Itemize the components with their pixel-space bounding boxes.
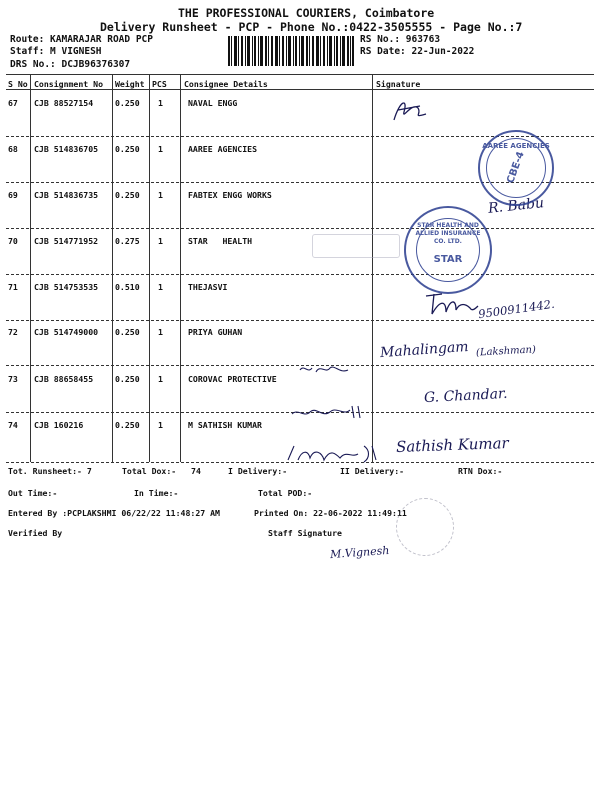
staff-label: Staff: M VIGNESH bbox=[10, 46, 102, 57]
table-header-border bbox=[6, 89, 594, 90]
courier-company-title: THE PROFESSIONAL COURIERS, Coimbatore bbox=[178, 6, 435, 20]
row-weight: 0.250 bbox=[115, 98, 140, 108]
row-sno: 74 bbox=[8, 420, 18, 430]
row-consignment-no: CJB 160216 bbox=[34, 420, 84, 430]
col-divider bbox=[180, 74, 181, 462]
faint-received-stamp bbox=[312, 234, 400, 258]
signature-row-73-mark bbox=[290, 402, 366, 420]
signature-row-67 bbox=[390, 96, 430, 126]
signature-row-69: R. Babu bbox=[487, 195, 545, 217]
row-sno: 72 bbox=[8, 327, 18, 337]
row-sno: 73 bbox=[8, 374, 18, 384]
star-health-stamp bbox=[404, 206, 492, 294]
out-time: Out Time:- bbox=[8, 488, 58, 498]
barcode bbox=[228, 36, 354, 66]
entered-by: Entered By :PCPLAKSHMI 06/22/22 11:48:27 AM bbox=[8, 508, 220, 518]
staff-signature-label: Staff Signature bbox=[268, 528, 342, 538]
col-divider bbox=[30, 74, 31, 462]
row-divider bbox=[6, 274, 594, 275]
star-stamp-center-text: STAR bbox=[433, 254, 463, 265]
row-consignee: THEJASVI bbox=[188, 282, 228, 292]
total-runsheet: Tot. Runsheet:- 7 bbox=[8, 466, 92, 476]
signature-row-74-mark bbox=[284, 442, 388, 466]
row-consignment-no: CJB 88658455 bbox=[34, 374, 94, 384]
aaree-agencies-stamp bbox=[478, 130, 554, 206]
route-label: Route: KAMARAJAR ROAD PCP bbox=[10, 34, 153, 45]
signature-row-71 bbox=[422, 290, 482, 318]
row-pcs: 1 bbox=[158, 144, 163, 154]
row-sno: 68 bbox=[8, 144, 18, 154]
row-consignment-no: CJB 88527154 bbox=[34, 98, 94, 108]
rs-number: RS No.: 963763 bbox=[360, 34, 441, 45]
total-dox: Total Dox:- 74 bbox=[122, 466, 201, 476]
col-header-pcs: PCS bbox=[152, 79, 167, 89]
row-consignee: NAVAL ENGG bbox=[188, 98, 238, 108]
row-sno: 69 bbox=[8, 190, 18, 200]
signature-row-72-name: Mahalingam bbox=[379, 338, 470, 362]
row-weight: 0.510 bbox=[115, 282, 140, 292]
col-header-signature: Signature bbox=[376, 79, 421, 89]
verified-by: Verified By bbox=[8, 528, 63, 538]
row-divider bbox=[6, 320, 594, 321]
row-weight: 0.250 bbox=[115, 144, 140, 154]
row-weight: 0.275 bbox=[115, 236, 140, 246]
row-weight: 0.250 bbox=[115, 374, 140, 384]
row-sno: 70 bbox=[8, 236, 18, 246]
staff-signature: M.Vignesh bbox=[329, 543, 390, 562]
row-consignment-no: CJB 514836735 bbox=[34, 190, 99, 200]
row-consignee: COROVAC PROTECTIVE bbox=[188, 374, 277, 384]
faint-round-stamp bbox=[396, 498, 454, 556]
row-sno: 71 bbox=[8, 282, 18, 292]
col-header-weight: Weight bbox=[115, 79, 145, 89]
row-pcs: 1 bbox=[158, 98, 163, 108]
row-pcs: 1 bbox=[158, 282, 163, 292]
row-consignment-no: CJB 514749000 bbox=[34, 327, 99, 337]
ii-delivery: II Delivery:- bbox=[340, 466, 405, 476]
aaree-stamp-ring-text: AAREE AGENCIES bbox=[482, 142, 550, 150]
row-consignee: PRIYA GUHAN bbox=[188, 327, 243, 337]
row-weight: 0.250 bbox=[115, 190, 140, 200]
col-header-sno: S No bbox=[8, 79, 28, 89]
row-pcs: 1 bbox=[158, 236, 163, 246]
signature-row-72-mark bbox=[298, 360, 352, 376]
col-header-consignment: Consignment No bbox=[34, 79, 104, 89]
i-delivery: I Delivery:- bbox=[228, 466, 288, 476]
rtn-dox: RTN Dox:- bbox=[458, 466, 503, 476]
row-pcs: 1 bbox=[158, 374, 163, 384]
signature-row-71-phone: 9500911442. bbox=[477, 296, 556, 322]
runsheet-title: Delivery Runsheet - PCP - Phone No.:0422-3505555 - Page No.:7 bbox=[100, 20, 523, 34]
col-divider bbox=[149, 74, 150, 462]
col-divider bbox=[112, 74, 113, 462]
row-pcs: 1 bbox=[158, 190, 163, 200]
drs-number: DRS No.: DCJB96376307 bbox=[10, 59, 131, 70]
col-divider bbox=[372, 74, 373, 462]
row-consignee: STAR HEALTH bbox=[188, 236, 253, 246]
row-consignment-no: CJB 514753535 bbox=[34, 282, 99, 292]
total-pod: Total POD:- bbox=[258, 488, 313, 498]
row-consignment-no: CJB 514836705 bbox=[34, 144, 99, 154]
table-top-border bbox=[6, 74, 594, 75]
row-pcs: 1 bbox=[158, 327, 163, 337]
row-consignee: FABTEX ENGG WORKS bbox=[188, 190, 272, 200]
row-consignee: AAREE AGENCIES bbox=[188, 144, 258, 154]
printed-on: Printed On: 22-06-2022 11:49:11 bbox=[254, 508, 407, 518]
signature-row-72-name2: (Lakshman) bbox=[475, 344, 537, 359]
col-header-consignee: Consignee Details bbox=[184, 79, 268, 89]
row-weight: 0.250 bbox=[115, 327, 140, 337]
in-time: In Time:- bbox=[134, 488, 179, 498]
rs-date: RS Date: 22-Jun-2022 bbox=[360, 46, 475, 57]
row-consignee: M SATHISH KUMAR bbox=[188, 420, 262, 430]
row-divider bbox=[6, 228, 594, 229]
row-weight: 0.250 bbox=[115, 420, 140, 430]
signature-row-74: Sathish Kumar bbox=[395, 434, 509, 456]
row-pcs: 1 bbox=[158, 420, 163, 430]
row-sno: 67 bbox=[8, 98, 18, 108]
signature-row-73: G. Chandar. bbox=[423, 385, 508, 407]
row-consignment-no: CJB 514771952 bbox=[34, 236, 99, 246]
aaree-stamp-center-text: CBE-4 bbox=[505, 150, 527, 185]
star-stamp-ring-text: STAR HEALTH AND ALLIED INSURANCE CO. LTD. bbox=[415, 222, 481, 245]
